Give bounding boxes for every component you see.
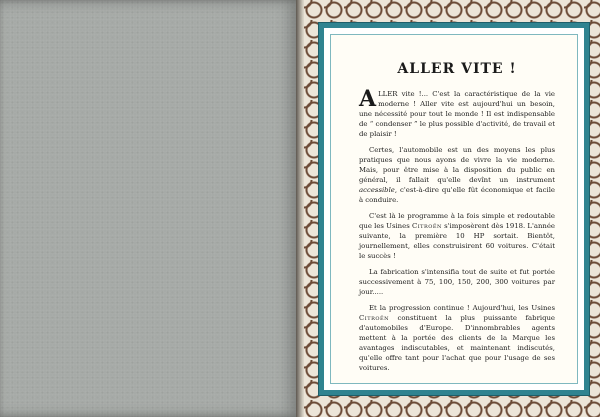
paragraph-text: constituent la plus puissante fabrique d'automobiles d'Europe. D'innombrables agents mettent à la portée des clients de la Marque les avantages indiscutables, et maintenant indiscutés, qu'elle offre tant pour l'achat que pour l'usage de ses voitures. [359, 314, 555, 372]
right-page [304, 0, 600, 417]
paragraph-2 [359, 145, 555, 205]
ornamental-frame [318, 22, 590, 396]
paragraph-text: s'imposèrent dès 1918. L'année suivante, la première 10 HP sortait. Bientôt, journellement, elles construisirent 60 voitures. C'était le succès ! [359, 222, 555, 260]
drop-cap: A [359, 86, 377, 112]
paragraph-text: Certes, l'automobile est un des moyens les plus pratiques que nous ayons de vivre la vie moderne. Mais, pour être mise à la disposition du public en général, il fallait qu'elle devînt un instrument [359, 146, 555, 184]
paragraph-1 [359, 86, 555, 139]
paragraph-3 [359, 211, 555, 261]
page-text-block [330, 34, 578, 384]
paragraph-text: La fabrication s'intensifia tout de suite et fut portée successivement à 75, 100, 150, 200, 300 voitures par jour..... [359, 268, 555, 296]
paragraph-5 [359, 303, 555, 373]
emphasis-text: accessible [359, 186, 395, 194]
paragraph-4 [359, 267, 555, 297]
paragraph-text: , c'est-à-dire qu'elle fût économique et facile à conduire. [359, 186, 555, 204]
brand-name: Citroën [359, 314, 389, 322]
paragraph-text: Et la progression continue ! Aujourd'hui, les Usines [369, 304, 555, 312]
paragraph-text: LLER vite !... C'est la caractéristique de la vie moderne ! Aller vite est aujourd'hui un besoin, une nécessité pour tout le monde ! Il est indispensable de “ condenser ” le plus possible d'activité, de travail et de plaisir ! [359, 90, 555, 138]
page-title: ALLER VITE ! [397, 61, 517, 77]
brand-name: Citroën [411, 222, 442, 230]
paragraph-text: C'est là le programme à la fois simple et redoutable que les Usines [359, 212, 555, 230]
